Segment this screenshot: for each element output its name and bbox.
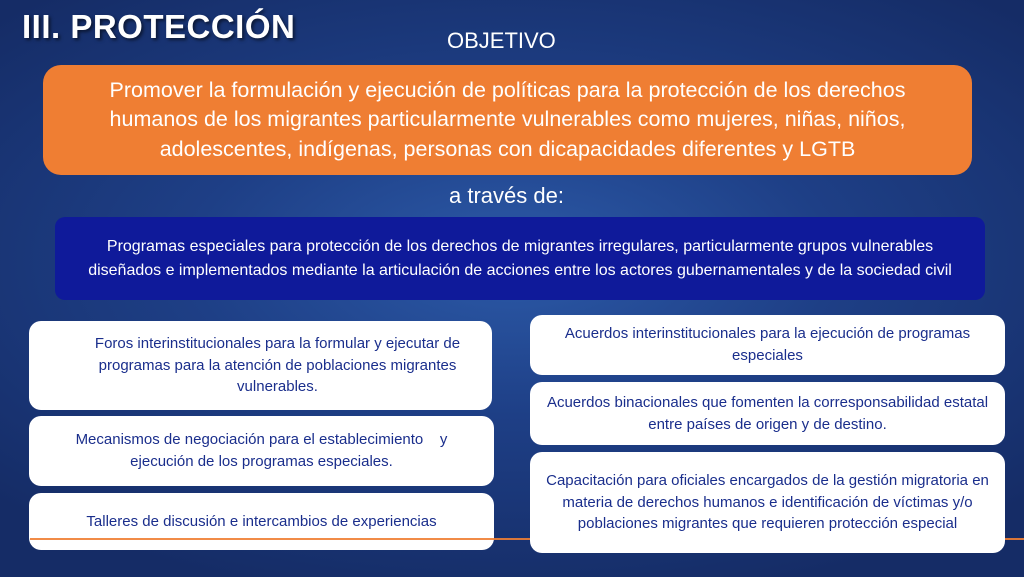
objective-box — [43, 65, 972, 175]
slide-title: III. PROTECCIÓN — [22, 8, 296, 45]
objective-text: Promover la formulación y ejecución de políticas para la protección de los derechos humanos de los migrantes particularmente vulnerables como mujeres, niñas, niños, adolescentes, indígenas, personas con dicapacidades diferentes y LGTB — [109, 78, 906, 161]
programs-text: Programas especiales para protección de los derechos de migrantes irregulares, particularmente grupos vulnerables diseñados e implementados mediante la articulación de acciones entre los actores gubernamentales y de la sociedad civil — [88, 238, 952, 279]
through-label: a través de: — [449, 183, 564, 208]
left-box-mechanisms-text: Mecanismos de negociación para el establecimiento y ejecución de los programas especiales. — [75, 431, 452, 470]
left-box-mechanisms — [29, 416, 494, 486]
right-box-training — [530, 452, 1005, 553]
left-box-workshops-text: Talleres de discusión e intercambios de experiencias — [86, 512, 437, 530]
right-box-binational-text: Acuerdos binacionales que fomenten la corresponsabilidad estatal entre países de origen y de destino. — [546, 393, 989, 433]
left-box-workshops — [29, 493, 494, 550]
right-box-training-text: Capacitación para oficiales encargados de la gestión migratoria en materia de derechos humanos e identificación de víctimas y/o poblaciones migrantes que requieren protección especial — [546, 471, 989, 533]
programs-box — [55, 217, 985, 300]
objective-label: OBJETIVO — [447, 28, 556, 53]
right-box-agreements — [530, 315, 1005, 375]
left-box-forums-text: Foros interinstitucionales para la formular y ejecutar de programas para la atención de poblaciones migrantes vulnerables. — [94, 334, 461, 396]
right-box-binational — [530, 382, 1005, 445]
left-box-forums — [29, 321, 492, 410]
right-box-agreements-text: Acuerdos interinstitucionales para la ejecución de programas especiales — [564, 325, 971, 364]
